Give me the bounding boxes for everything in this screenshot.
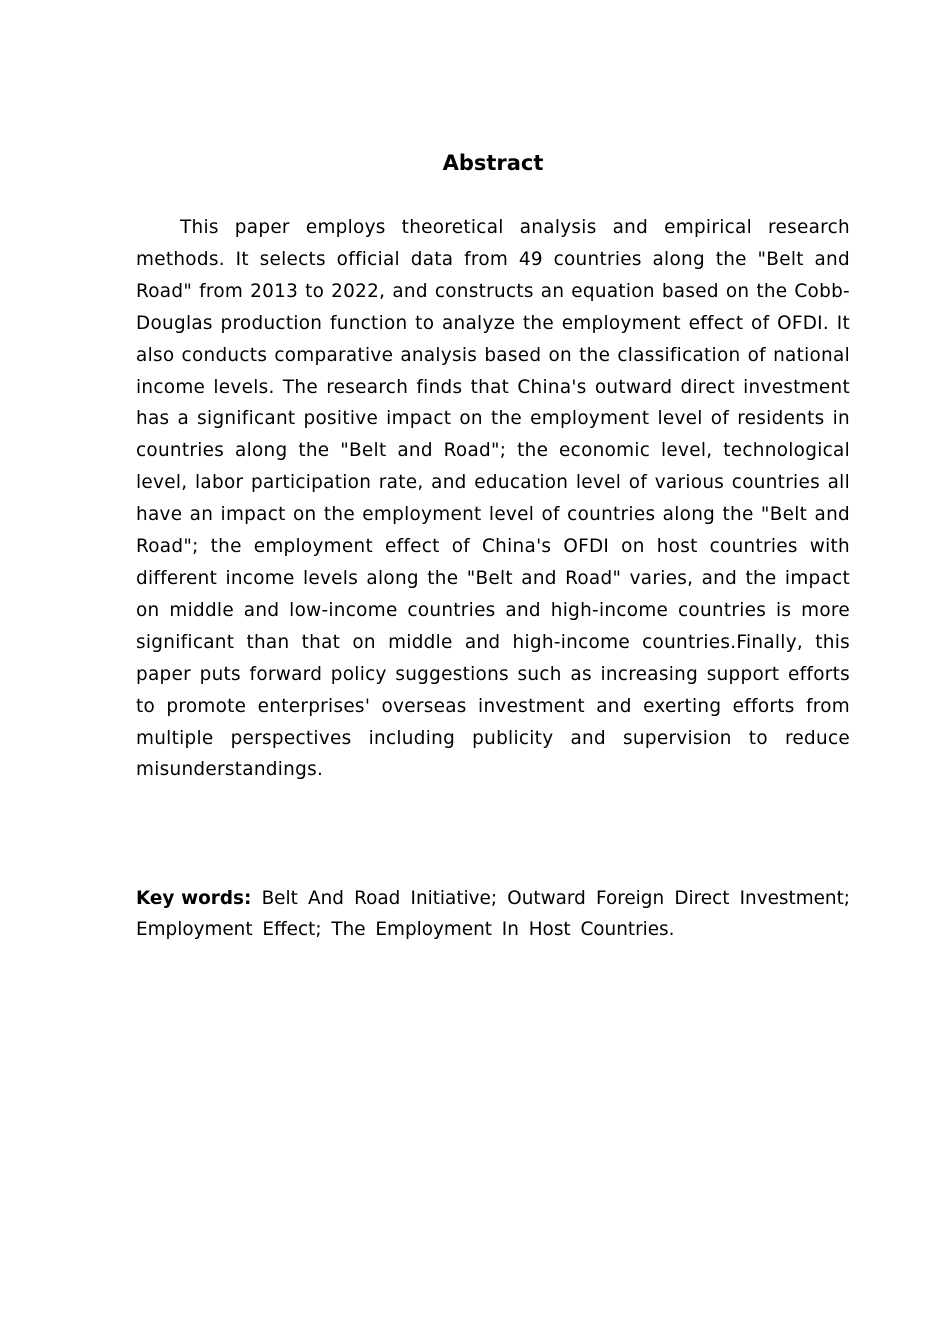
keywords-section	[136, 883, 850, 945]
abstract-paragraph: This paper employs theoretical analysis and empirical research methods. It selects official data from 49 countries along the "Belt and Road" from 2013 to 2022, and constructs an equation based on the Cobb-Douglas production function to analyze the employment effect of OFDI. It also conducts comparative analysis based on the classification of national income levels. The research finds that China's outward direct investment has a significant positive impact on the employment level of residents in countries along the "Belt and Road"; the economic level, technological level, labor participation rate, and education level of various countries all have an impact on the employment level of countries along the "Belt and Road"; the employment effect of China's OFDI on host countries with different income levels along the "Belt and Road" varies, and the impact on middle and low-income countries and high-income countries is more significant than that on middle and high-income countries.Finally, this paper puts forward policy suggestions such as increasing support efforts to promote enterprises' overseas investment and exerting efforts from multiple perspectives including publicity and supervision to reduce misunderstandings.	[136, 217, 850, 781]
abstract-heading: Abstract	[442, 151, 544, 175]
keywords-label: Key words:	[136, 888, 252, 909]
keywords-text: Belt And Road Initiative; Outward Foreign Direct Investment; Employment Effect; The Employment In Host Countries.	[136, 888, 850, 940]
